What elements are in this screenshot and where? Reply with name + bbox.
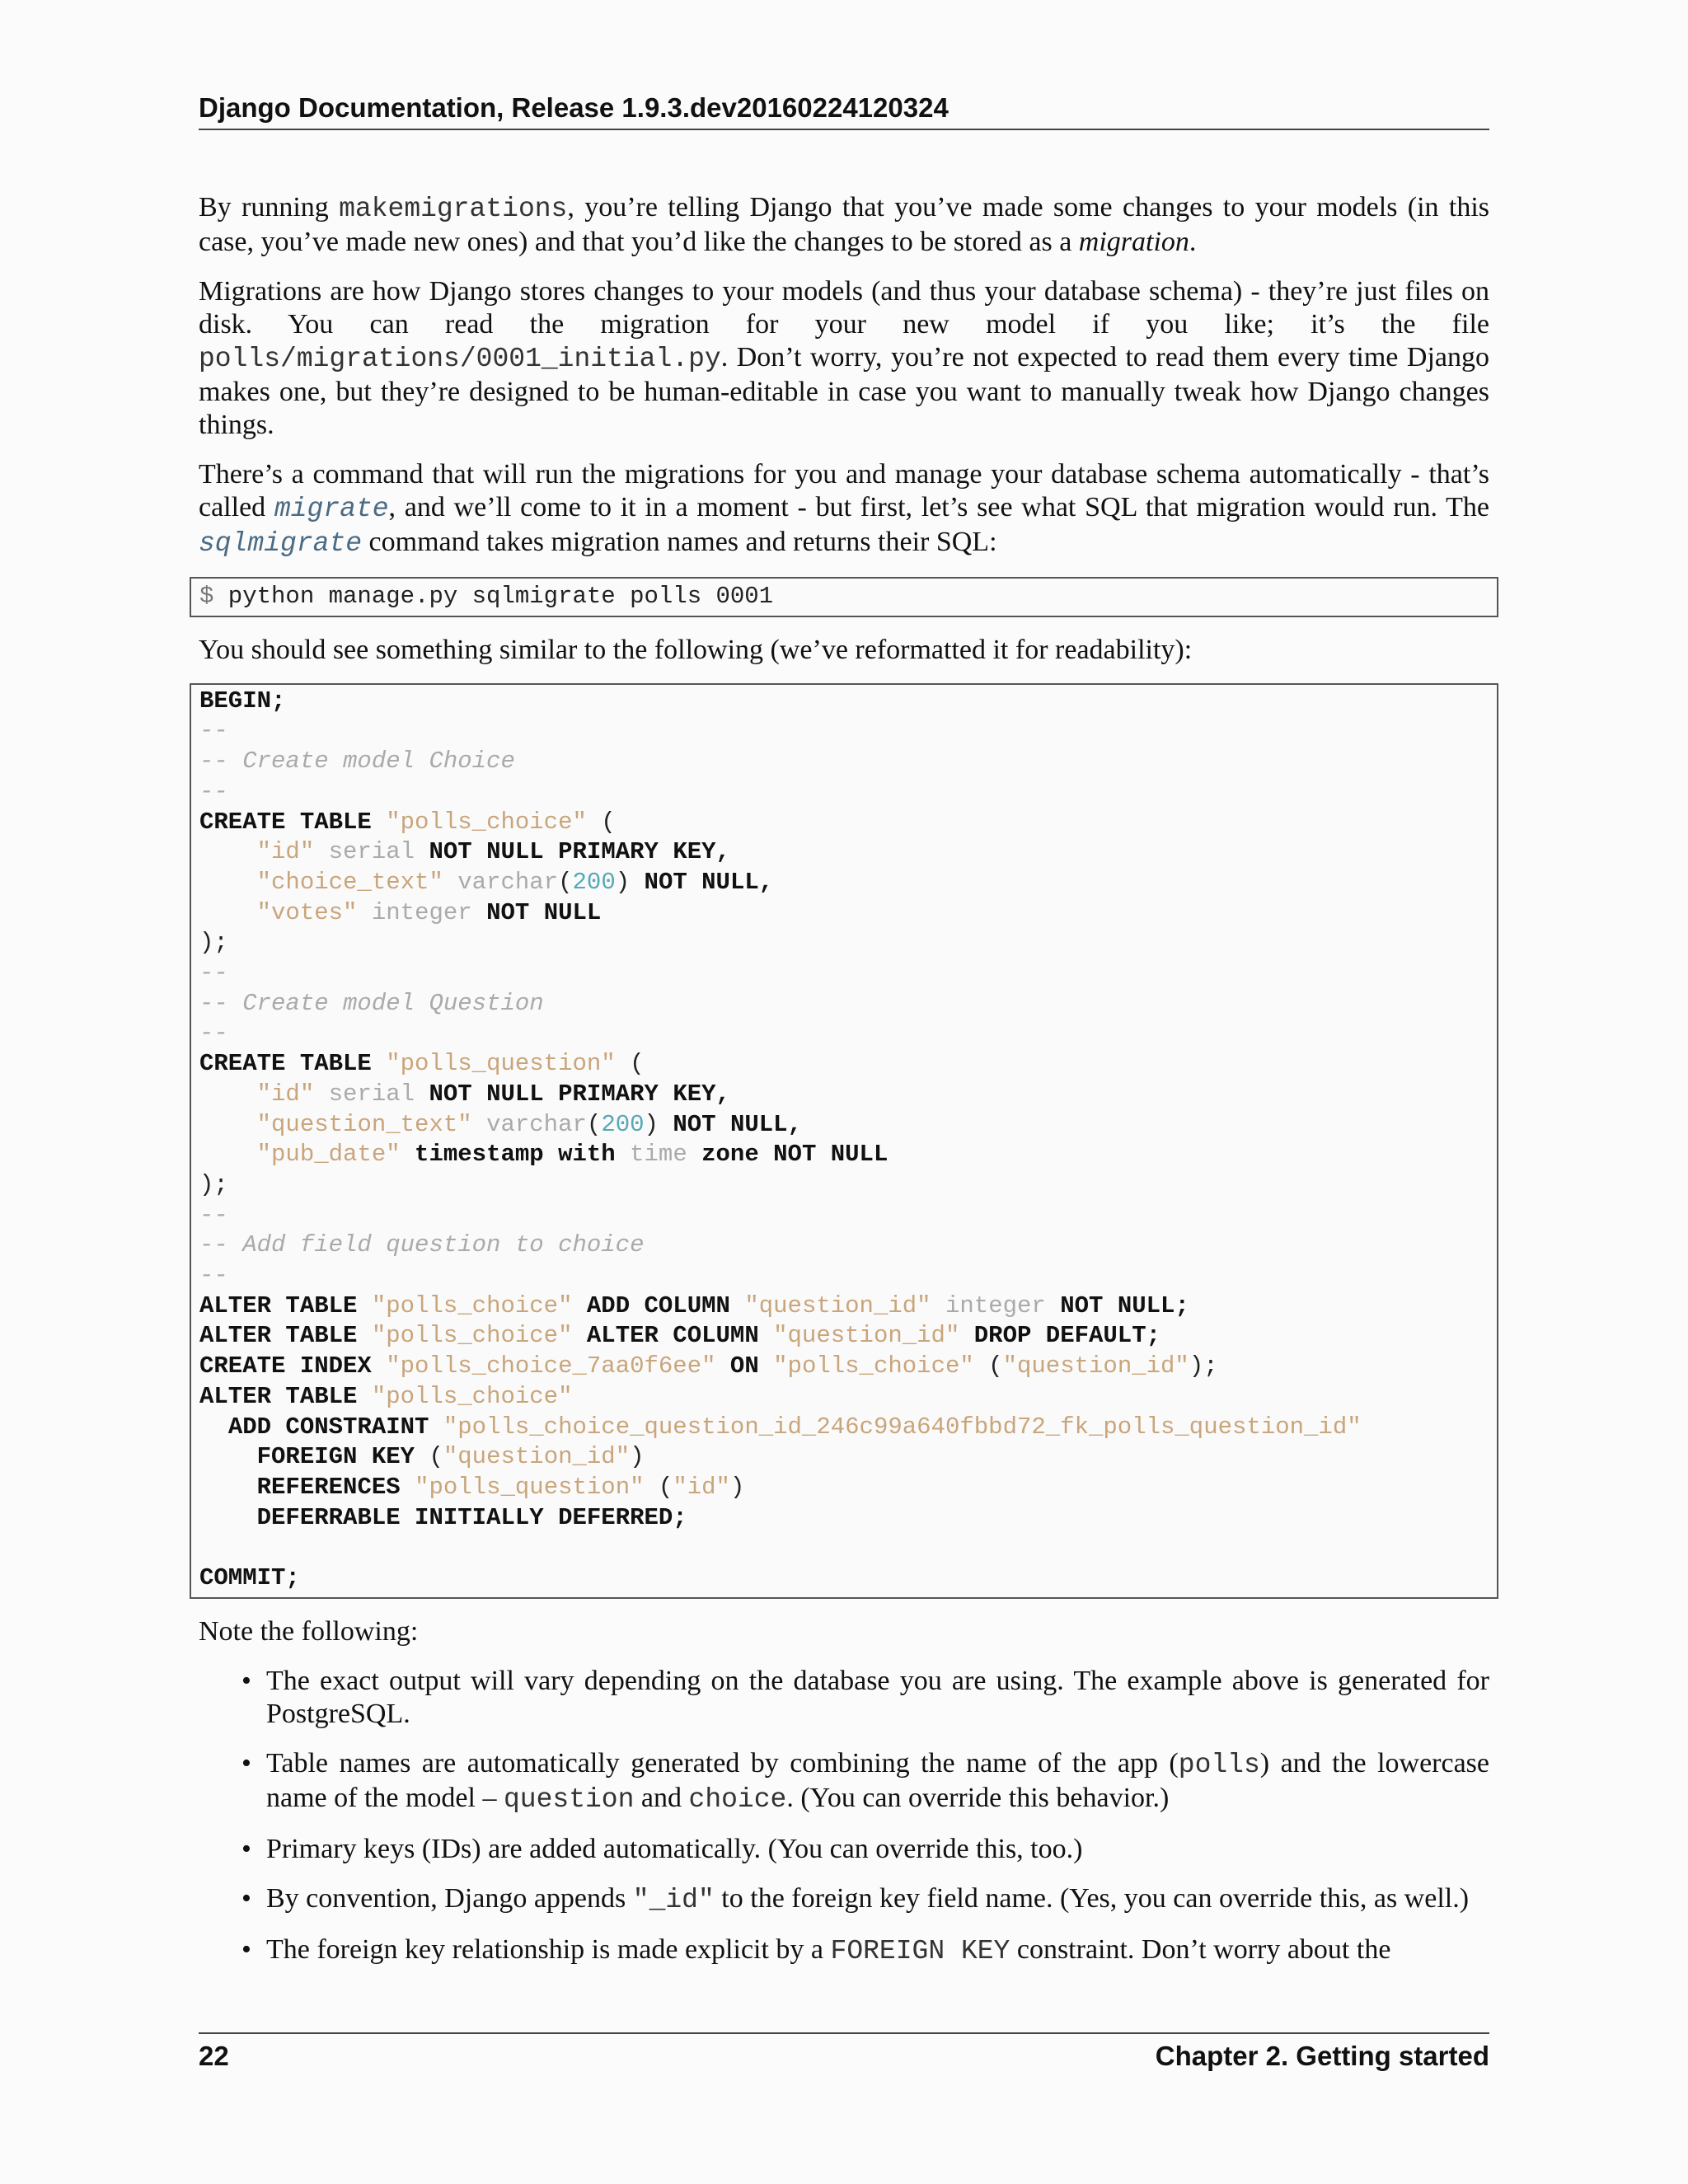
text: The foreign key relationship is made explicit by a [266, 1933, 831, 1965]
code-token: "polls_choice" [371, 1291, 573, 1319]
text: . Don’t worry, you’re not expected to read them every time Django makes one, but they’re designed to be human-editable in case you want to manually tweak how Django changes things. [199, 342, 1489, 440]
code-token [199, 1111, 257, 1138]
code-line [199, 1261, 1489, 1291]
code-line [199, 1110, 1489, 1141]
code-token [199, 899, 257, 926]
code-token: -- [199, 1262, 228, 1290]
code-token [199, 1474, 257, 1501]
inline-code: FOREIGN KEY [830, 1935, 1010, 1966]
inline-code: polls/migrations/0001_initial.py [199, 344, 721, 374]
paragraph: Note the following: [199, 1615, 419, 1647]
code-token: BEGIN; [199, 687, 286, 715]
code-token: NOT NULL [486, 898, 602, 926]
code-token: NOT NULL; [1060, 1291, 1189, 1319]
code-token: REFERENCES [256, 1473, 415, 1501]
text: Primary keys (IDs) are added automatically. (You can override this, too.) [266, 1833, 1083, 1864]
text: . [1189, 227, 1197, 257]
code-token: NOT NULL, [644, 868, 774, 896]
code-line [199, 1533, 1489, 1563]
migrate-link[interactable]: migrate [274, 494, 389, 524]
code-token: DEFERRABLE INITIALLY DEFERRED; [256, 1503, 687, 1531]
chapter-title: Chapter 2. Getting started [1155, 2041, 1489, 2071]
list-item [266, 1833, 1489, 1866]
text: . (You can override this behavior.) [786, 1782, 1170, 1813]
code-line [199, 1321, 1489, 1352]
inline-code: question [503, 1783, 635, 1815]
code-line [199, 716, 1489, 747]
code-token: ) [729, 1473, 745, 1501]
code-token: CREATE TABLE [199, 808, 387, 836]
code-token [199, 838, 257, 865]
code-line [199, 1170, 1489, 1201]
code-line [199, 1140, 1489, 1170]
code-token: CREATE INDEX [199, 1352, 387, 1380]
text: By running [199, 192, 340, 223]
code-token: "polls_choice" [773, 1352, 974, 1380]
code-token: "question_id" [773, 1322, 960, 1350]
code-token: "id" [256, 838, 315, 866]
code-token: ); [199, 1170, 228, 1198]
code-line [199, 868, 1489, 898]
code-token: "polls_choice" [371, 1322, 573, 1350]
code-token: DROP DEFAULT; [959, 1322, 1161, 1350]
code-token: integer [357, 898, 487, 926]
page-number: 22 [199, 2041, 229, 2071]
code-line [199, 1503, 1489, 1534]
code-token: "question_id" [744, 1291, 931, 1319]
code-token: ALTER TABLE [199, 1382, 372, 1410]
text: constraint. Don’t worry about the [1010, 1933, 1391, 1965]
text: to the foreign key field name. (Yes, you can override this, as well.) [714, 1882, 1470, 1914]
code-token: -- Create model Choice [199, 748, 515, 776]
code-token: ( [558, 868, 573, 896]
code-token [199, 1080, 257, 1108]
code-token: -- [199, 1019, 228, 1047]
code-token: "polls_choice" [371, 1382, 573, 1410]
code-token [199, 1413, 228, 1441]
code-token: integer [931, 1291, 1061, 1319]
code-token: "polls_question" [386, 1050, 616, 1078]
code-token: -- Create model Question [199, 989, 544, 1017]
code-token: ( [586, 1110, 602, 1138]
code-token: serial [314, 1080, 429, 1108]
list-item [266, 1933, 1489, 1968]
text: , and we’ll come to it in a moment - but first, let’s see what SQL that migration would run. The [388, 492, 1489, 523]
paragraph [199, 191, 1489, 259]
code-line [199, 747, 1489, 777]
page-footer [199, 2032, 1489, 2072]
code-token: -- [199, 1201, 228, 1229]
code-token: serial [314, 838, 429, 866]
code-token: varchar [443, 868, 559, 896]
text: command takes migration names and returns their SQL: [362, 527, 997, 557]
code-token: ) [630, 1443, 645, 1471]
code-line [199, 1473, 1489, 1503]
code-line [199, 1352, 1489, 1382]
code-token: zone NOT NULL [701, 1141, 889, 1169]
sqlmigrate-link[interactable]: sqlmigrate [199, 528, 363, 559]
inline-code: choice [688, 1783, 787, 1815]
code-token: ( [429, 1443, 443, 1471]
code-token: ); [1189, 1352, 1218, 1380]
code-line [199, 928, 1489, 958]
code-token: "question_id" [443, 1443, 631, 1471]
text: and [634, 1782, 689, 1813]
code-token: "polls_choice_7aa0f6ee" [386, 1352, 716, 1380]
code-line [199, 989, 1489, 1019]
inline-code: makemigrations [339, 194, 568, 224]
code-line [199, 1201, 1489, 1231]
paragraph [199, 458, 1489, 560]
code-token: "votes" [256, 898, 358, 926]
code-token: ON [715, 1352, 774, 1380]
text: By convention, Django appends [266, 1882, 633, 1914]
paragraph: You should see something similar to the following (we’ve reformatted it for readability): [199, 634, 1193, 665]
code-token: 200 [572, 868, 616, 896]
code-token: ADD CONSTRAINT [227, 1413, 443, 1441]
code-token: ADD COLUMN [572, 1291, 745, 1319]
code-token: "id" [256, 1080, 315, 1108]
text: Migrations are how Django stores changes to your models (and thus your database schema) - they’re just files on disk. You can read the migration for your new model if you like; it’s the file [199, 276, 1489, 340]
code-token: time [630, 1141, 702, 1169]
code-line [199, 1080, 1489, 1110]
code-token: varchar [471, 1110, 587, 1138]
code-token: ALTER TABLE [199, 1291, 372, 1319]
shell-prompt: $ [199, 583, 214, 610]
inline-code: "_id" [632, 1884, 715, 1915]
code-token: ALTER COLUMN [572, 1322, 774, 1350]
code-line [199, 777, 1489, 808]
code-token: ) [644, 1110, 673, 1138]
code-token: "pub_date" [256, 1141, 401, 1169]
code-token: FOREIGN KEY [256, 1443, 429, 1471]
code-token: -- [199, 777, 228, 805]
code-token: -- Add field question to choice [199, 1231, 645, 1259]
code-line [199, 1382, 1489, 1413]
code-line [199, 808, 1489, 838]
code-token: NOT NULL PRIMARY KEY, [429, 1080, 730, 1108]
code-token [199, 1141, 257, 1168]
code-token: -- [199, 717, 228, 745]
code-line [199, 958, 1489, 989]
text: , you’re telling Django that you’ve made some changes to your models (in this case, you’ve made new ones) and that you’d like the changes to be stored as a [199, 192, 1489, 257]
code-token: ) [615, 868, 645, 896]
code-token [199, 1504, 257, 1531]
code-token: ( [615, 1050, 645, 1078]
code-token: timestamp with [400, 1141, 631, 1169]
list-item [266, 1747, 1489, 1816]
list-item [266, 1882, 1489, 1917]
code-token: COMMIT; [199, 1564, 300, 1592]
page-body [199, 191, 1489, 1985]
code-line [199, 1442, 1489, 1473]
code-line [199, 1563, 1489, 1594]
code-token [199, 869, 257, 896]
code-token [199, 1534, 213, 1561]
code-token: ( [644, 1473, 673, 1501]
code-line [199, 1291, 1489, 1322]
notes-list [199, 1665, 1489, 1968]
text: The exact output will vary depending on the database you are using. The example above is generated for PostgreSQL. [266, 1665, 1489, 1729]
text: Table names are automatically generated by combining the name of the app ( [266, 1747, 1179, 1779]
command-code-block [190, 577, 1498, 617]
code-line [199, 1230, 1489, 1261]
code-token: "question_text" [256, 1110, 472, 1138]
page-header: Django Documentation, Release 1.9.3.dev20160224120324 [199, 92, 1489, 130]
code-token: CREATE TABLE [199, 1050, 387, 1078]
code-token: ALTER TABLE [199, 1322, 372, 1350]
sql-code-block [190, 683, 1498, 1599]
code-line [199, 687, 1489, 717]
code-token: "question_id" [1002, 1352, 1189, 1380]
text: There’s a command that will run the migrations for you and manage your database schema automatically - that’s called [199, 459, 1489, 523]
code-token: ); [199, 929, 228, 957]
code-token: "polls_question" [415, 1473, 645, 1501]
code-token: "polls_choice" [386, 808, 587, 836]
command-text: python manage.py sqlmigrate polls 0001 [213, 583, 774, 610]
inline-code: polls [1178, 1749, 1260, 1780]
text: ) and the lowercase name of the model – [266, 1747, 1489, 1813]
paragraph [199, 275, 1489, 442]
code-line [199, 1413, 1489, 1443]
code-token: 200 [601, 1110, 645, 1138]
list-item [266, 1665, 1489, 1731]
code-token: -- [199, 959, 228, 987]
code-token: ( [973, 1352, 1003, 1380]
code-token: "choice_text" [256, 868, 443, 896]
code-line [199, 898, 1489, 929]
code-token [199, 1443, 257, 1470]
code-token: "polls_choice_question_id_246c99a640fbbd72_fk_polls_question_id" [443, 1413, 1362, 1441]
code-token: NOT NULL, [673, 1110, 802, 1138]
code-line [199, 1049, 1489, 1080]
code-token: ( [586, 808, 616, 836]
emphasis: migration [1078, 227, 1189, 257]
code-line [199, 837, 1489, 868]
code-line [199, 1019, 1489, 1049]
code-token: NOT NULL PRIMARY KEY, [429, 838, 730, 866]
code-token: "id" [673, 1473, 730, 1501]
